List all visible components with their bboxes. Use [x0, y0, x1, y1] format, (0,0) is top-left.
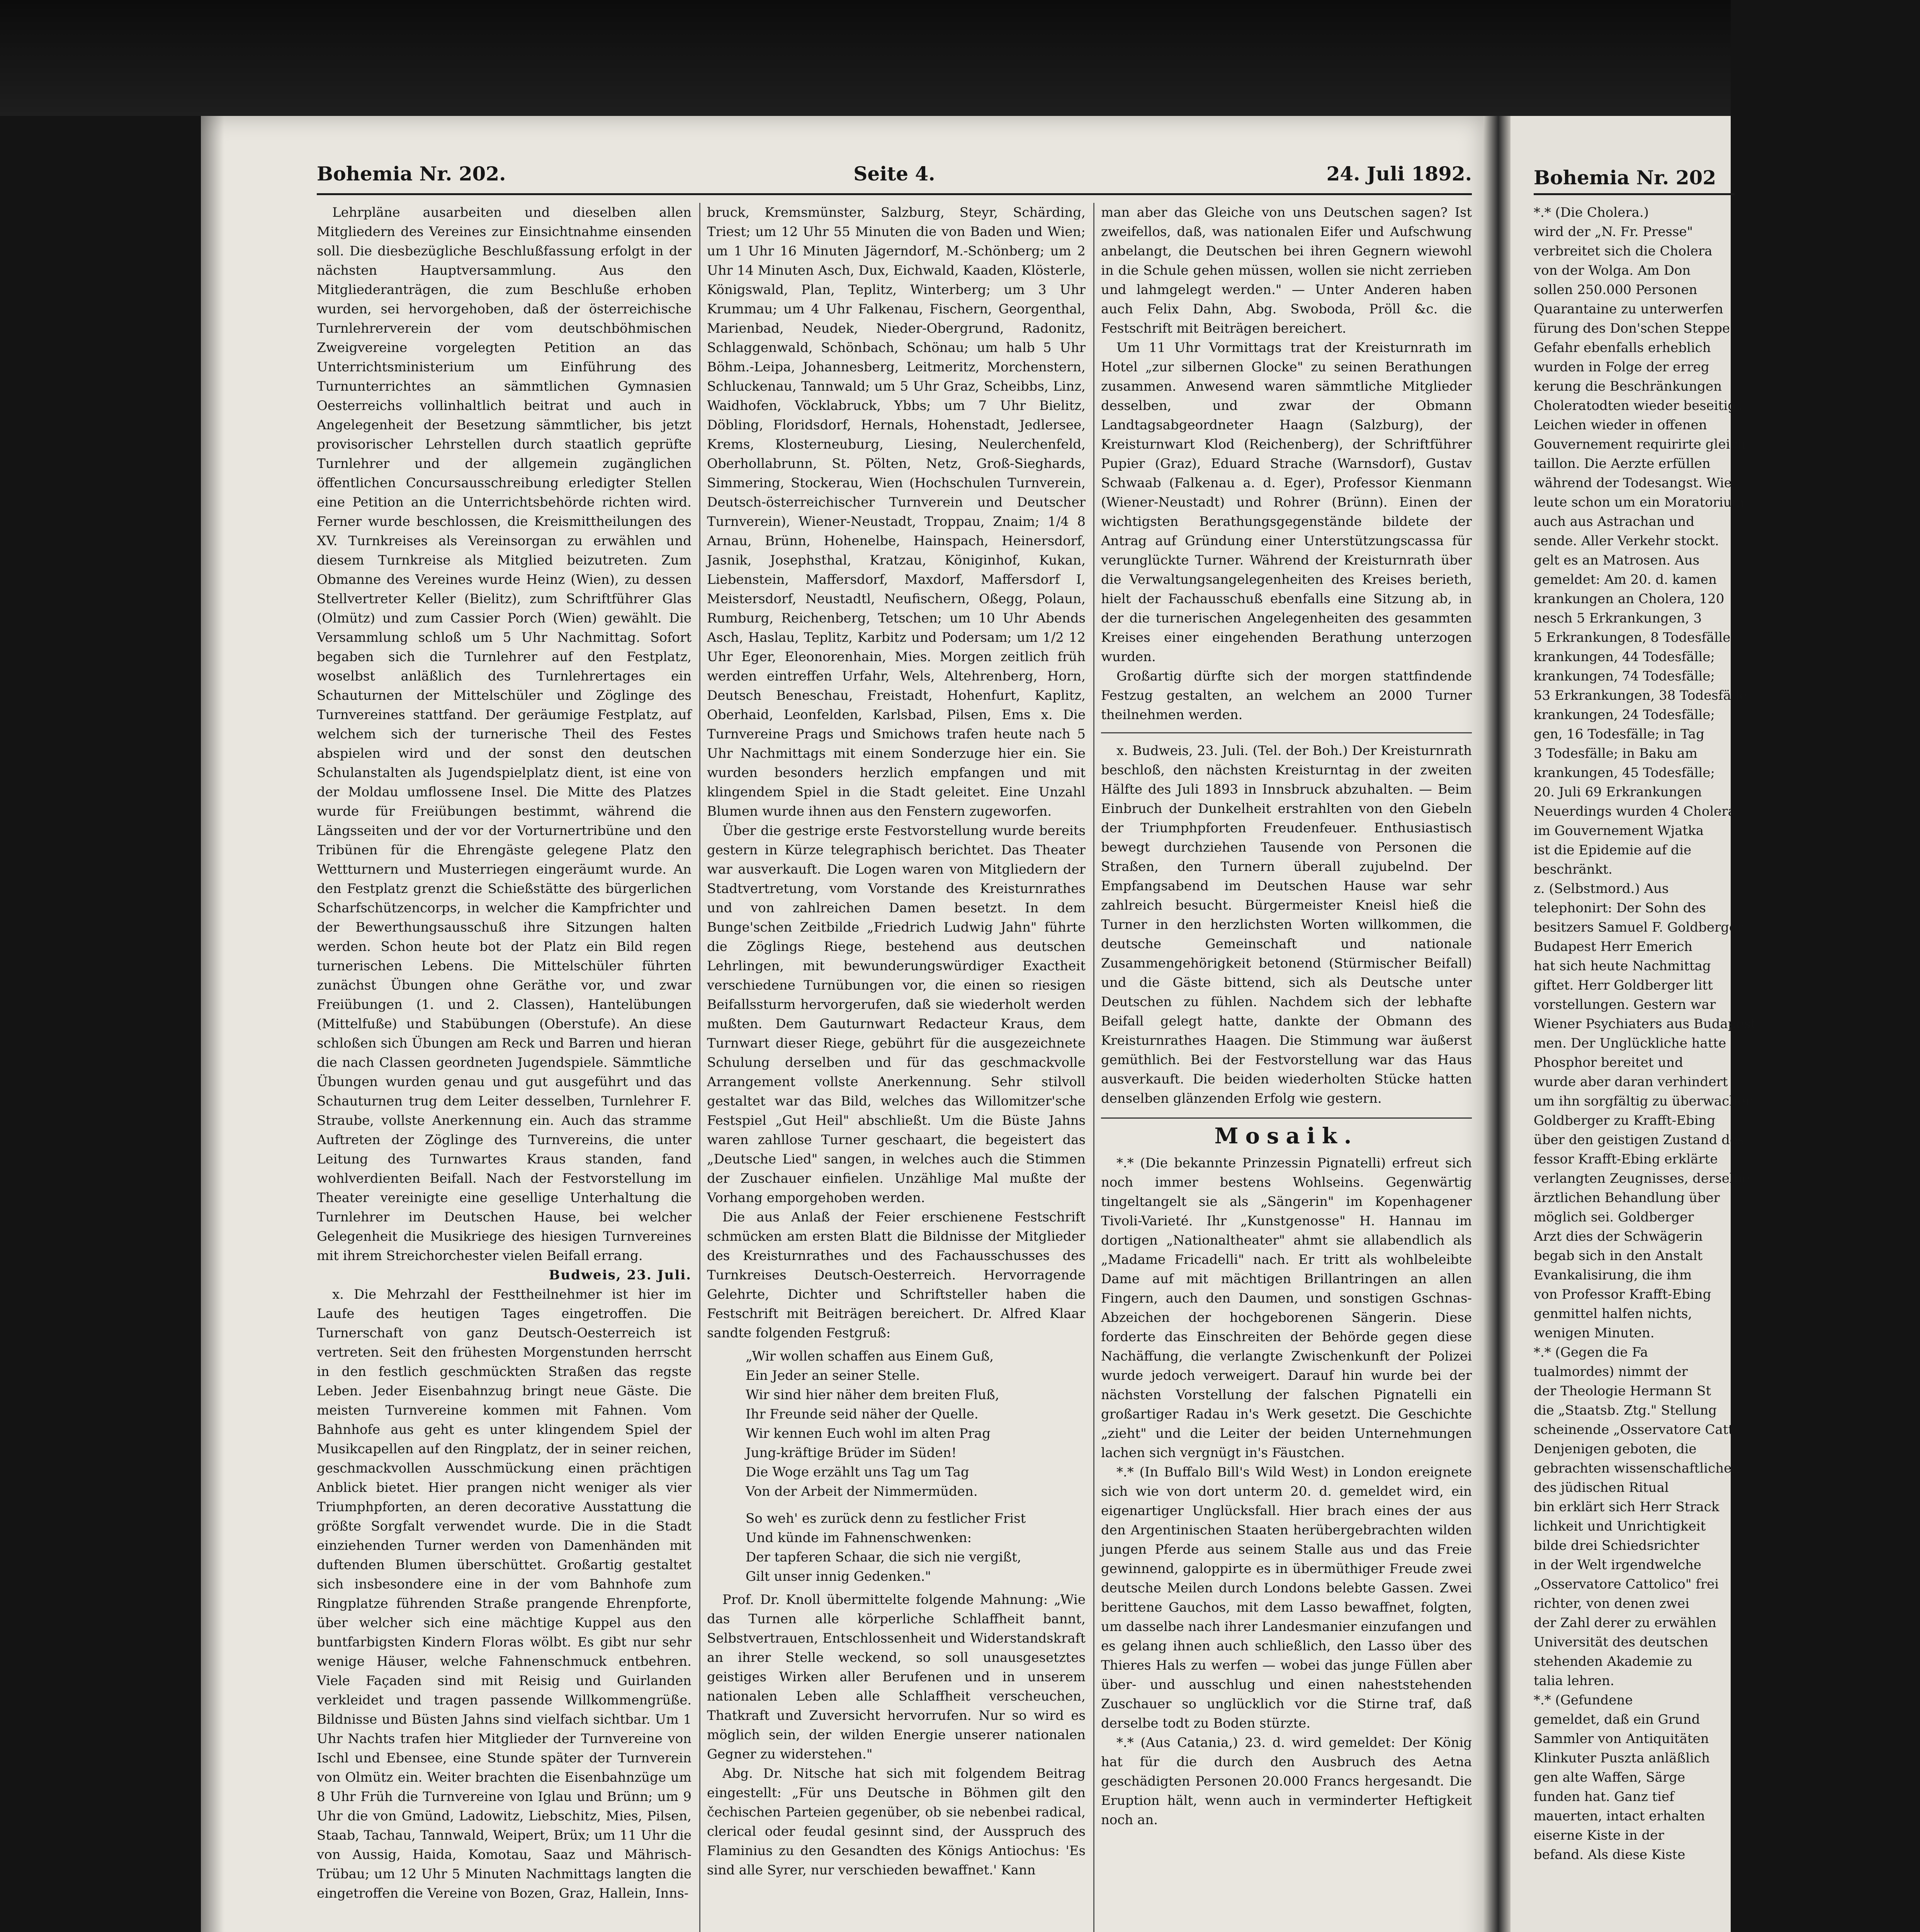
column-1 — [317, 203, 692, 1932]
adjacent-line: über den geistigen Zustand des — [1534, 1132, 1745, 1148]
article-paragraph: Großartig dürfte sich der morgen stattfindende Festzug gestalten, an welchem an 2000 Turner theilnehmen werden. — [1101, 668, 1472, 723]
adjacent-line: gelt es an Matrosen. Aus — [1534, 553, 1700, 568]
adjacent-line: hat sich heute Nachmittag — [1534, 958, 1711, 974]
adjacent-line: die „Staatsb. Ztg." Stellung — [1534, 1403, 1717, 1418]
adjacent-line: Klinkuter Puszta anläßlich — [1534, 1750, 1710, 1766]
adjacent-line: leute schon um ein Moratorium — [1534, 495, 1744, 510]
column-divider — [699, 203, 700, 1932]
mosaik-item: *.* (In Buffalo Bill's Wild West) in London ereignete sich wie von dort unterm 20. d. gemeldet wird, ein eigenartiger Unglücksfall. Hier brach eines der aus den Argentinischen Staaten herübergebrachten wilden jungen Pferde aus seinem Stalle aus und das Freie gewinnend, galoppirte es in übermüthiger Freude zwei deutsche Meilen durch Londons belebte Gassen. Zwei berittene Gauchos, mit dem Lasso bewaffnet, folgten, um dasselbe nach ihrer Landesmanier einzufangen und es gelang ihnen auch schließlich, den Lasso über des Thieres Hals zu werfen — wobei das junge Füllen aber über- und ausschlug und einen naheststehenden Zuschauer so unglücklich vor die Stirne traf, daß derselbe todt zu Boden stürzte. — [1101, 1464, 1472, 1731]
adjacent-line: scheinende „Osservatore Catt — [1534, 1422, 1734, 1437]
adjacent-line: um ihn sorgfältig zu überwachen — [1534, 1094, 1754, 1109]
mosaik-item: *.* (Aus Catania,) 23. d. wird gemeldet: Der König hat für die durch den Ausbruch des Aetna geschädigten Personen 20.000 Francs hergesandt. Die Eruption hält, wenn auch in verminderter Heftigkeit noch an. — [1101, 1735, 1472, 1828]
poem-line: Der tapferen Schaar, die sich nie vergißt, — [746, 1549, 1021, 1565]
adjacent-line: men. Der Unglückliche hatte — [1534, 1036, 1726, 1051]
poem-line: Und künde im Fahnenschwenken: — [746, 1530, 972, 1546]
adjacent-line: *.* (Die Cholera.) — [1534, 205, 1649, 220]
poem-line: Jung-kräftige Brüder im Süden! — [746, 1445, 957, 1461]
adjacent-line: krankungen, 74 Todesfälle; — [1534, 668, 1715, 684]
article-paragraph: Um 11 Uhr Vormittags trat der Kreisturnrath im Hotel „zur silbernen Glocke" zu seinen Berathungen zusammen. Anwesend waren sämmtliche Mitglieder desselben, und zwar der Obmann Landtagsabgeordneter Haagn (Salzburg), der Kreisturnwart Klod (Reichenberg), der Schriftführer Pupier (Graz), Eduard Strache (Warnsdorf), Gustav Schwaab (Falkenau a. d. Eger), Professor Kienmann (Wiener-Neustadt) und Rohrer (Brünn). Einen der wichtigsten Berathungsgegenstände bildete der Antrag auf Gründung einer Unterstützungscassa für verunglückte Turner. Während der Kreisturnrath über die Verwaltungsangelegenheiten des Kreises berieth, hielt der Fachausschuß ebenfalls eine Sitzung ab, in der die turnerischen Angelegenheiten des gesammten Kreises einer eingehenden Berathung unterzogen wurden. — [1101, 340, 1472, 665]
adjacent-line: nesch 5 Erkrankungen, 3 — [1534, 611, 1702, 626]
adjacent-line: begab sich in den Anstalt — [1534, 1248, 1703, 1264]
adjacent-line: verlangten Zeugnisses, derselbe — [1534, 1171, 1750, 1186]
adjacent-line: ist die Epidemie auf die — [1534, 842, 1692, 858]
adjacent-line: Sammler von Antiquitäten — [1534, 1731, 1709, 1747]
adjacent-line: bin erklärt sich Herr Strack — [1534, 1499, 1720, 1515]
header-title: Bohemia Nr. 202. — [317, 162, 506, 185]
adjacent-line: mauerten, intact erhalten — [1534, 1808, 1705, 1824]
adjacent-line: eiserne Kiste in der — [1534, 1828, 1664, 1843]
adjacent-line: Denjenigen geboten, die — [1534, 1441, 1697, 1457]
adjacent-line: gemeldet, daß ein Grund — [1534, 1712, 1700, 1727]
adjacent-line: der Zahl derer zu erwählen — [1534, 1615, 1716, 1631]
poem-line: Wir kennen Euch wohl im alten Prag — [746, 1426, 991, 1441]
adjacent-line: wenigen Minuten. — [1534, 1325, 1655, 1341]
adjacent-line: krankungen, 45 Todesfälle; — [1534, 765, 1715, 781]
article-paragraph: Die aus Anlaß der Feier erschienene Festschrift schmücken am ersten Blatt die Bildnisse der Mitglieder des Kreisturnrathes und des Fachausschusses des Turnkreises Deutsch-Oesterreich. Hervorragende Gelehrte, Dichter und Schriftsteller haben die Festschrift mit Beiträgen bereichert. Dr. Alfred Klaar sandte folgenden Festgruß: — [707, 1209, 1086, 1341]
article-paragraph: man aber das Gleiche von uns Deutschen sagen? Ist zweifellos, daß, was nationalen Eifer und Aufschwung anbelangt, die Deutschen bei ihren Gegnern wiewohl in die Schule gehen müssen, wollen sie nicht zerrieben und lahmgelegt werden." — Unter Anderen haben auch Felix Dahn, Abg. Swoboda, Pröll &c. die Festschrift mit Beiträgen bereichert. — [1101, 205, 1472, 336]
telegram-paragraph: x. Budweis, 23. Juli. (Tel. der Boh.) Der Kreisturnrath beschloß, den nächsten Kreisturntag in der zweiten Hälfte des Juli 1893 in Innsbruck abzuhalten. — Beim Einbruch der Dunkelheit erstrahlten von den Giebeln der Triumphpforten Freudenfeuer. Enthusiastisch bewegt durchziehen Tausende von Personen die Straßen, den Turnern überall zujubelnd. Der Empfangsabend im Deutschen Hause war sehr zahlreich besucht. Bürgermeister Kneisl hieß die Turner in den herzlichsten Worten willkommen, die deutsche Gemeinschaft und nationale Zusammengehörigkeit betonend (Stürmischer Beifall) und die Gäste bittend, sich als Deutsche unter Deutschen zu fühlen. Nachdem sich der lebhafte Beifall gelegt hatte, dankte der Obmann des Kreisturnrathes Haagen. Die Stimmung war äußerst gemüthlich. Bei der Festvorstellung war das Haus ausverkauft. Die beiden wiederholten Stücke hatten denselben glänzenden Erfolg wie gestern. — [1101, 743, 1472, 1106]
column-divider — [1093, 203, 1094, 1932]
adjacent-line: von der Wolga. Am Don — [1534, 263, 1691, 278]
poem-line: Gilt unser innig Gedenken." — [746, 1569, 931, 1584]
adjacent-line: gebrachten wissenschaftlichen — [1534, 1461, 1740, 1476]
adjacent-line: gen, 16 Todesfälle; in Tag — [1534, 726, 1704, 742]
adjacent-line: von Professor Krafft-Ebing — [1534, 1287, 1711, 1302]
poem-line: Von der Arbeit der Nimmermüden. — [746, 1484, 978, 1499]
header-page-number: Seite 4. — [853, 162, 935, 185]
book-gutter — [1483, 116, 1511, 1932]
adjacent-line: *.* (Gegen die Fa — [1534, 1345, 1648, 1360]
adjacent-line: krankungen, 24 Todesfälle; — [1534, 707, 1715, 723]
header-rule — [317, 193, 1472, 195]
article-divider — [1101, 732, 1472, 733]
adjacent-line: sende. Aller Verkehr stockt. — [1534, 533, 1719, 549]
adjacent-line: gemeldet: Am 20. d. kamen — [1534, 572, 1717, 587]
article-paragraph: Abg. Dr. Nitsche hat sich mit folgendem Beitrag eingestellt: „Für uns Deutsche in Böhmen gilt den čechischen Parteien gegenüber, ob sie nebenbei radical, clerical oder feudal gesinnt sind, der Ausspruch des Flaminius zu den Gesandten des Königs Antiochus: 'Es sind alle Syrer, nur verschieden bewaffnet.' Kann — [707, 1766, 1086, 1878]
adjacent-line: des jüdischen Ritual — [1534, 1480, 1669, 1495]
adjacent-line: Universität des deutschen — [1534, 1634, 1708, 1650]
poem-line: „Wir wollen schaffen aus Einem Guß, — [746, 1349, 994, 1364]
adjacent-line: „Osservatore Cattolico" frei — [1534, 1577, 1719, 1592]
adjacent-line: richter, von denen zwei — [1534, 1596, 1689, 1611]
adjacent-line: auch aus Astrachan und — [1534, 514, 1695, 529]
adjacent-line: im Gouvernement Wjatka — [1534, 823, 1704, 838]
section-title-mosaik: Mosaik. — [1101, 1117, 1472, 1146]
adjacent-line: verbreitet sich die Cholera — [1534, 243, 1713, 259]
adjacent-line: vorstellungen. Gestern war — [1534, 997, 1716, 1012]
adjacent-line: kerung die Beschränkungen — [1534, 379, 1722, 394]
adjacent-line: Choleratodten wieder beseitigt — [1534, 398, 1742, 413]
adjacent-line: Goldberger zu Krafft-Ebing — [1534, 1113, 1716, 1128]
poem-line: Die Woge erzählt uns Tag um Tag — [746, 1464, 969, 1480]
adjacent-line: Neuerdings wurden 4 Cholera — [1534, 804, 1736, 819]
adjacent-line: funden hat. Ganz tief — [1534, 1789, 1674, 1804]
page-header — [317, 162, 1472, 185]
article-paragraph: Über die gestrige erste Festvorstellung wurde bereits gestern in Kürze telegraphisch berichtet. Das Theater war ausverkauft. Die Logen waren von Mitgliedern der Stadtvertretung, vom Vorstande des Kreisturnrathes und von zahlreichen Damen besetzt. In dem Bunge'schen Zeitbilde „Friedrich Ludwig Jahn" führte die Zöglings Riege, bestehend aus deutschen Lehrlingen, mit bewunderungswürdiger Exactheit verschiedene Turnübungen vor, die einen so riesigen Beifallssturm hervorgerufen, daß sie wiederholt werden mußten. Dem Gauturnwart Redacteur Kraus, dem Turnwart dieser Riege, gebührt für die ausgezeichnete Schulung derselben und für das geschmackvolle Arrangement vollste Anerkennung. Sehr stilvoll gestaltet war das Bild, welches das Willomitzer'sche Festspiel „Gut Heil" abschließt. Um die Büste Jahns waren zahllose Turner geschaart, die begeistert das „Deutsche Lied" sangen, in welches auch die Stimmen der Zuschauer einfielen. Unzählige Mal mußte der Vorhang emporgehoben werden. — [707, 823, 1086, 1206]
adjacent-line: 20. Juli 69 Erkrankungen — [1534, 784, 1702, 800]
dateline: Budweis, 23. Juli. — [549, 1267, 692, 1283]
poem-line: So weh' es zurück denn zu festlicher Frist — [746, 1511, 1026, 1526]
adjacent-line: z. (Selbstmord.) Aus — [1534, 881, 1669, 896]
adjacent-line: genmittel halfen nichts, — [1534, 1306, 1692, 1321]
article-paragraph: Lehrpläne ausarbeiten und dieselben allen Mitgliedern des Vereines zur Einsichtnahme einsenden soll. Die diesbezügliche Beschlußfassung erfolgt in der nächsten Hauptversammlung. Aus den Mitgliederanträgen, die zum Beschluße erhoben wurden, sei hervorgehoben, daß der österreichische Turnlehrerverein der vom deutschböhmischen Zweigvereine vorgelegten Petition an das Unterrichtsministerium um Einführung des Turnunterrichtes an sämmtlichen Gymnasien Oesterreichs vollinhaltlich beitrat und auch in Angelegenheit der Besetzung sämmtlicher, bis jetzt provisorischer Lehrstellen durch staatlich geprüfte Turnlehrer und der allgemein zugänglichen öffentlichen Concursausschreibung erledigter Stellen eine Petition an die Unterrichtsbehörde richten wird. Ferner wurde beschlossen, die Kreismittheilungen des XV. Turnkreises als Vereinsorgan zu erwählen und diesem Turnkreise als Mitglied beizutreten. Zum Obmanne des Vereines wurde Heinz (Wien), zu dessen Stellvertreter Keller (Bielitz), zum Schriftführer Glas (Olmütz) und zum Cassier Porch (Wien) gewählt. Die Versammlung schloß um 5 Uhr Nachmittag. Sofort begaben sich die Turnlehrer auf den Festplatz, woselbst anläßlich des Turnlehrertages ein Schauturnen der Mittelschüler und Zöglinge des Turnvereines stattfand. Der geräumige Festplatz, auf welchem sich der turnerische Theil des Festes abspielen wird und der sonst den deutschen Schulanstalten als Jugendspielplatz dient, ist eine von der Moldau umflossene Insel. Die Mitte des Platzes wurde für Freiübungen bestimmt, während die Längsseiten und der vor der Vorturnertribüne und den Tribünen für die Ehrengäste gelegene Platz den Wettturnern und Musterriegen eingeräumt wurde. An den Festplatz grenzt die Schießstätte des bürgerlichen Scharfschützencorps, in welcher die Kampfrichter und der Bewerthungsausschuß ihre Sitzungen halten werden. Schon heute bot der Platz ein Bild regen turnerischen Lebens. Die Mittelschüler führten zunächst Übungen ohne Geräthe vor, und zwar Freiübungen (1. und 2. Classen), Hantelübungen (Mittelfuße) und Stabübungen (Oberstufe). An diese schloßen sich Übungen am Reck und Barren und hieran die nach Classen geordneten Jugendspiele. Sämmtliche Übungen wurden genau und gut ausgeführt und das Schauturnen trug dem Leiter desselben, Turnlehrer F. Straube, vollste Anerkennung ein. Auch das stramme Auftreten der Zöglinge des Turnvereins, die unter Leitung des Turnwartes Kraus standen, fand wohlverdienten Beifall. Nach der Festvorstellung im Theater vereinigte eine gesellige Unterhaltung die Turnlehrer im Deutschen Hause, bei welcher Gelegenheit die Musikriege des hiesigen Turnvereines mit ihrem Streichorchester vielen Beifall errang. — [317, 205, 692, 1264]
adjacent-line: telephonirt: Der Sohn des — [1534, 900, 1706, 916]
adjacent-line: befand. Als diese Kiste — [1534, 1847, 1686, 1862]
adjacent-line: in der Welt irgendwelche — [1534, 1557, 1701, 1573]
poem — [707, 1347, 1086, 1586]
adjacent-line: Evankalisirung, die ihm — [1534, 1267, 1692, 1283]
adjacent-line: stehenden Akademie zu — [1534, 1654, 1692, 1669]
scan-background — [0, 0, 1731, 116]
adjacent-line: Gefahr ebenfalls erheblich — [1534, 340, 1711, 355]
adjacent-line: Gouvernement requirirte gleich — [1534, 437, 1746, 452]
adjacent-line: Wiener Psychiaters aus Budapest — [1534, 1016, 1756, 1032]
adjacent-line: wurde aber daran verhindert — [1534, 1074, 1728, 1090]
adjacent-line: beschränkt. — [1534, 862, 1612, 877]
mosaik-item: *.* (Die bekannte Prinzessin Pignatelli) erfreut sich noch immer bestens Wohlseins. Gegenwärtig tingeltangelt sie als „Sängerin" im Kopenhagener Tivoli-Varieté. Ihr „Kunstgenosse" H. Hannau im dortigen „Nationaltheater" ahmt sie allabendlich als „Madame Fricadelli" nach. Er tritt als wohlbeleibte Dame auf mit mächtigen Brillantringen an allen Fingern, auch den Daumen, und sonstigen Gschnas-Abzeichen der hochgeborenen Sängerin. Diese forderte das Einschreiten der Behörde gegen diese Nachäffung, die verlangte Zwischenkunft der Polizei wurde jedoch verweigert. Darauf hin wurde bei der nächsten Vorstellung der falschen Pignatelli ein großartiger Radau in's Werk gesetzt. Die Geschichte „zieht" und die Leiter der beiden Unternehmungen lachen sich vergnügt in's Fäustchen. — [1101, 1155, 1472, 1461]
adjacent-page — [1511, 116, 1756, 1932]
adjacent-line: talia lehren. — [1534, 1673, 1614, 1689]
column-3 — [1101, 203, 1472, 1932]
newspaper-page — [201, 116, 1483, 1932]
adjacent-line: tualmordes) nimmt der — [1534, 1364, 1688, 1379]
column-2 — [707, 203, 1086, 1932]
adjacent-line: wurden in Folge der erreg — [1534, 359, 1709, 375]
adjacent-line: sollen 250.000 Personen — [1534, 282, 1697, 298]
adjacent-line: der Theologie Hermann St — [1534, 1383, 1711, 1399]
adjacent-line: giftet. Herr Goldberger litt — [1534, 978, 1713, 993]
adjacent-line: fessor Krafft-Ebing erklärte — [1534, 1151, 1718, 1167]
adjacent-column — [1534, 203, 1920, 1864]
adjacent-line: fürung des Don'schen Steppe — [1534, 321, 1730, 336]
poem-line: Ihr Freunde seid näher der Quelle. — [746, 1406, 979, 1422]
adjacent-line: 3 Todesfälle; in Baku am — [1534, 746, 1697, 761]
adjacent-line: ärztlichen Behandlung über — [1534, 1190, 1720, 1206]
adjacent-header-rule — [1534, 193, 1735, 195]
article-paragraph: Prof. Dr. Knoll übermittelte folgende Mahnung: „Wie das Turnen alle körperliche Schlaffheit bannt, Selbstvertrauen, Entschlossenheit und Widerstandskraft an ihrer Stelle weckend, so soll unausgesetztes geistiges Wirken aller Berufenen und in unserem nationalen Leben alle Schlaffheit verscheuchen, Thatkraft und Zuversicht hervorrufen. Nur so wird es möglich sein, der wilden Energie unserer nationalen Gegner zu widerstehen." — [707, 1592, 1086, 1762]
poem-line: Wir sind hier näher dem breiten Fluß, — [746, 1387, 999, 1403]
header-date: 24. Juli 1892. — [1326, 162, 1472, 185]
adjacent-line: lichkeit und Unrichtigkeit — [1534, 1519, 1706, 1534]
adjacent-line: gen alte Waffen, Särge — [1534, 1770, 1686, 1785]
adjacent-line: Budapest Herr Emerich — [1534, 939, 1693, 954]
adjacent-line: Quarantaine zu unterwerfen — [1534, 301, 1723, 317]
adjacent-line: Leichen wieder in offenen — [1534, 417, 1707, 433]
poem-line: Ein Jeder an seiner Stelle. — [746, 1368, 920, 1383]
adjacent-header: Bohemia Nr. 202 — [1534, 166, 1716, 189]
adjacent-line: wird der „N. Fr. Presse" — [1534, 224, 1693, 240]
adjacent-line: *.* (Gefundene — [1534, 1692, 1633, 1708]
adjacent-line: taillon. Die Aerzte erfüllen — [1534, 456, 1711, 471]
article-paragraph: x. Die Mehrzahl der Festtheilnehmer ist hier im Laufe des heutigen Tages eingetroffen. Die Turnerschaft von ganz Deutsch-Oesterreich ist vertreten. Seit den frühesten Morgenstunden herrscht in den festlich geschmückten Straßen das regste Leben. Jeder Eisenbahnzug bringt neue Gäste. Die meisten Turnvereine kommen mit Fahnen. Vom Bahnhofe aus geht es unter klingendem Spiel der Musikcapellen auf den Ringplatz, der in seiner reichen, geschmackvollen Ausschmückung einen prächtigen Anblick bietet. Hier prangen nicht weniger als vier Triumphpforten, an deren decorative Ausstattung die größte Sorgfalt verwendet wurde. Die in die Stadt einziehenden Turner werden von Damenhänden mit duftenden Blumen überschüttet. Großartig gestaltet sich insbesondere eine in der vom Bahnhofe zum Ringplatze führenden Straße prangende Ehrenpforte, über welcher sich eine mächtige Kuppel aus den buntfarbigsten Kindern Floras wölbt. Es gibt nur sehr wenige Häuser, welche Fahnenschmuck entbehren. Viele Façaden sind mit Reisig und Guirlanden verkleidet und tragen passende Willkommengrüße. Bildnisse und Büsten Jahns sind vielfach sichtbar. Um 1 Uhr Nachts trafen hier Mitglieder der Turnvereine von Ischl und Ebensee, eine Stunde später der Turnverein von Olmütz ein. Weiter brachten die Eisenbahnzüge um 8 Uhr Früh die Turnvereine von Iglau und Brünn; um 9 Uhr die von Gmünd, Ladowitz, Liebschitz, Mies, Pilsen, Staab, Tachau, Tannwald, Weipert, Brüx; um 11 Uhr die von Aussig, Haida, Komotau, Saaz und Mährisch-Trübau; um 12 Uhr 5 Minuten Nachmittags langten die eingetroffen die Vereine von Bozen, Graz, Hallein, Inns- — [317, 1287, 692, 1901]
adjacent-line: besitzers Samuel F. Goldberger — [1534, 920, 1743, 935]
adjacent-line: während der Todesangst. Wie — [1534, 475, 1732, 491]
adjacent-line: Phosphor bereitet und — [1534, 1055, 1683, 1070]
adjacent-line: Arzt dies der Schwägerin — [1534, 1229, 1703, 1244]
adjacent-line: krankungen, 44 Todesfälle; — [1534, 649, 1715, 665]
adjacent-line: 53 Erkrankungen, 38 Todesfälle — [1534, 688, 1747, 703]
adjacent-line: bilde drei Schiedsrichter — [1534, 1538, 1699, 1553]
adjacent-line: 5 Erkrankungen, 8 Todesfälle — [1534, 630, 1731, 645]
adjacent-line: krankungen an Cholera, 120 — [1534, 591, 1725, 607]
adjacent-line: möglich sei. Goldberger — [1534, 1209, 1694, 1225]
article-paragraph: bruck, Kremsmünster, Salzburg, Steyr, Schärding, Triest; um 12 Uhr 55 Minuten die von Baden und Wien; um 1 Uhr 16 Minuten Jägerndorf, M.-Schönberg; um 2 Uhr 14 Minuten Asch, Dux, Eichwald, Kaaden, Klösterle, Königswald, Plan, Teplitz, Winterberg; um 3 Uhr Krummau; um 4 Uhr Falkenau, Fischern, Georgenthal, Marienbad, Neudek, Nieder-Obergrund, Radonitz, Schlaggenwald, Schönbach, Schönau; um halb 5 Uhr Böhm.-Leipa, Johannesberg, Leitmeritz, Morchenstern, Schluckenau, Tannwald; um 5 Uhr Graz, Scheibbs, Linz, Waidhofen, Vöcklabruck, Ybbs; um 7 Uhr Bielitz, Döbling, Floridsdorf, Hernals, Hohenstadt, Jedlersee, Krems, Klosterneuburg, Liesing, Neulerchenfeld, Oberhollabrunn, St. Pölten, Netz, Groß-Sieghards, Simmering, Stockerau, Wien (Hochschulen Turnverein, Deutsch-österreichischer Turnverein und Deutscher Turnverein), Wiener-Neustadt, Troppau, Znaim; 1/4 8 Arnau, Brünn, Hohenelbe, Hainspach, Heinersdorf, Jasnik, Josephsthal, Kratzau, Königinhof, Kukan, Liebenstein, Maffersdorf, Maxdorf, Maffersdorf I, Meistersdorf, Neustadtl, Neufischern, Oßegg, Polaun, Rumburg, Reichenberg, Tetschen; um 10 Uhr Abends Asch, Haslau, Teplitz, Karbitz und Podersam; um 1/2 12 Uhr Eger, Eleonorenhain, Mies. Morgen zeitlich früh werden eintreffen Urfahr, Wels, Altehrenberg, Horn, Deutsch Beneschau, Freistadt, Hohenfurt, Kaplitz, Oberhaid, Leonfelden, Karlsbad, Pilsen, Ems x. Die Turnvereine Prags und Smichows trafen heute nach 5 Uhr Nachmittags mit einem Sonderzuge hier ein. Sie wurden besonders herzlich empfangen und mit klingendem Spiel in die Stadt geleitet. Eine Unzahl Blumen wurde ihnen aus den Fenstern zugeworfen. — [707, 205, 1086, 819]
